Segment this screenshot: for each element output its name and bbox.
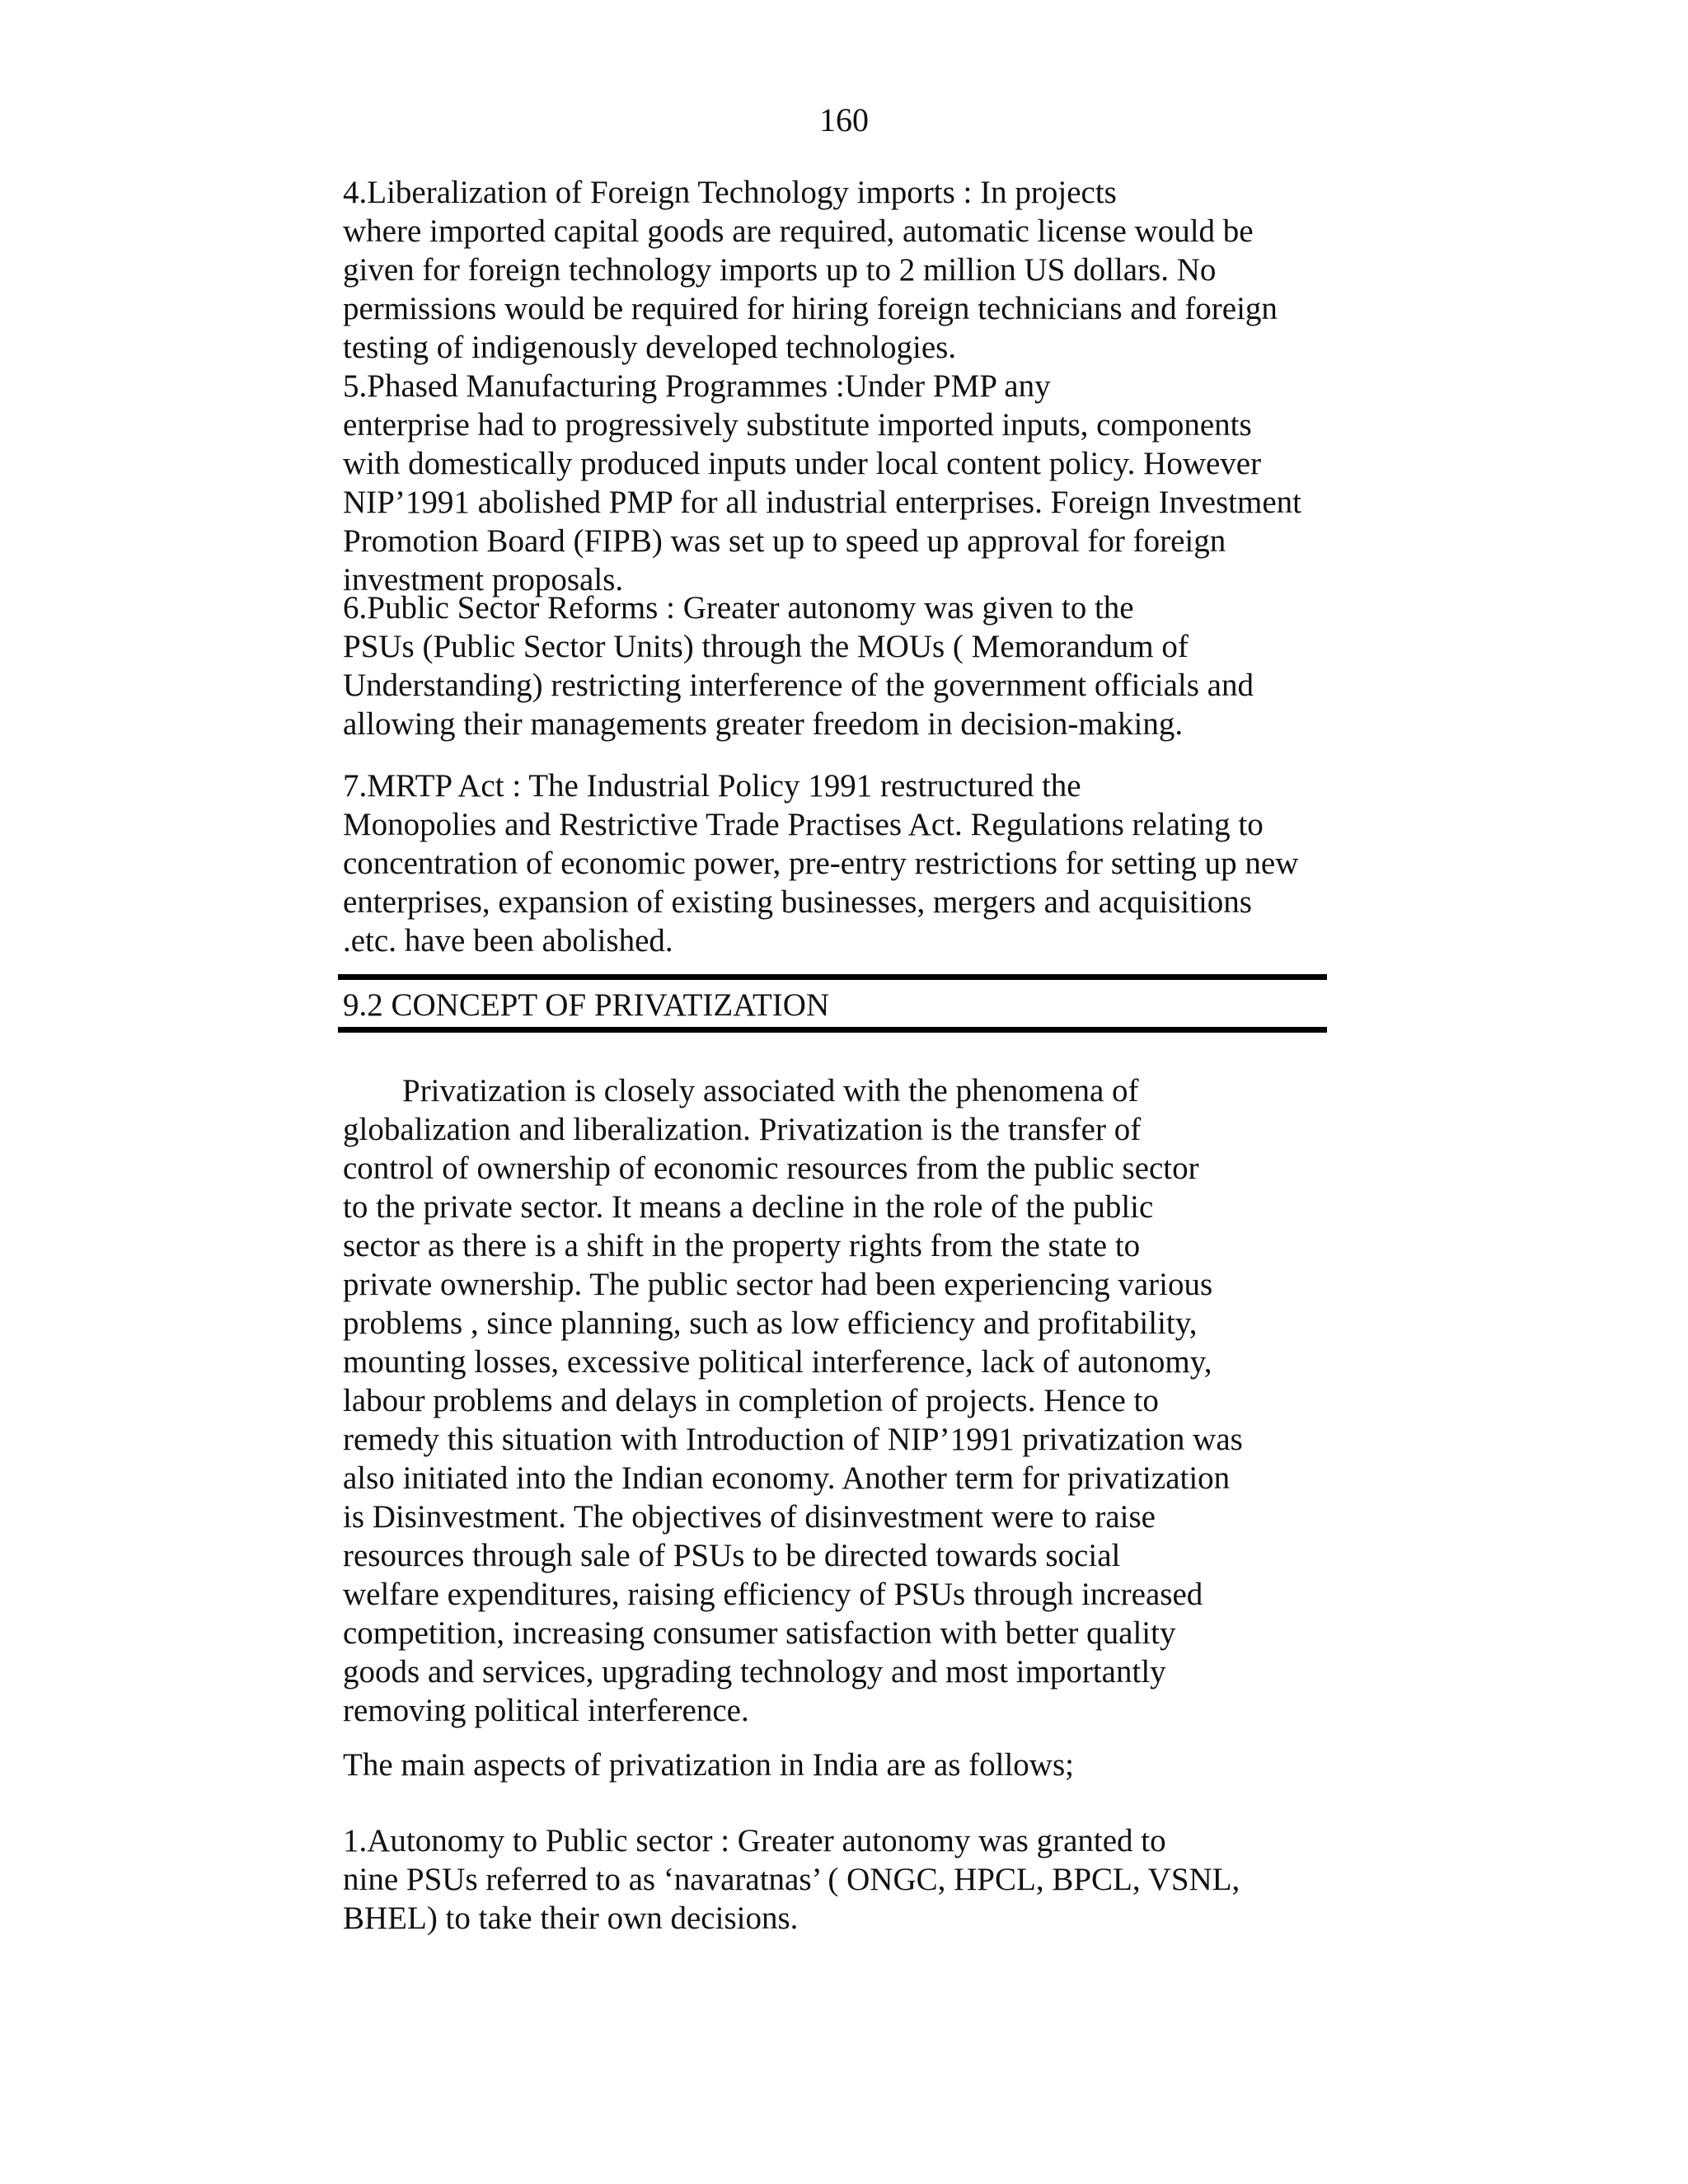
text-line: 6.Public Sector Reforms : Greater autonomy was given to the [343,590,1134,626]
text-line: problems , since planning, such as low efficiency and profitability, [343,1305,1198,1341]
text-line: mounting losses, excessive political interference, lack of autonomy, [343,1344,1212,1380]
text-line: permissions would be required for hiring foreign technicians and foreign [343,291,1278,326]
section-rule-top [338,974,1327,980]
aspect-1-paragraph [343,1821,1381,1938]
aspects-intro [343,1746,1381,1784]
text-line: resources through sale of PSUs to be directed towards social [343,1538,1121,1573]
text-line: enterprise had to progressively substitute imported inputs, components [343,407,1252,443]
text-line: Privatization is closely associated with the phenomena of [402,1073,1139,1108]
text-line: competition, increasing consumer satisfaction with better quality [343,1615,1176,1651]
text-line: also initiated into the Indian economy. Another term for privatization [343,1460,1231,1496]
privatization-paragraph [343,1071,1381,1730]
text-line: globalization and liberalization. Privatization is the transfer of [343,1112,1142,1147]
text-line: 1.Autonomy to Public sector : Greater autonomy was granted to [343,1823,1166,1858]
point-4-paragraph [343,173,1381,367]
text-line: private ownership. The public sector had been experiencing various [343,1267,1213,1302]
text-line: goods and services, upgrading technology and most importantly [343,1654,1166,1690]
text-line: control of ownership of economic resources from the public sector [343,1151,1199,1186]
text-line: PSUs (Public Sector Units) through the MOUs ( Memorandum of [343,629,1189,664]
text-line: with domestically produced inputs under local content policy. However [343,446,1262,481]
text-line: 7.MRTP Act : The Industrial Policy 1991 restructured the [343,768,1081,804]
page-number: 160 [819,101,869,138]
text-line: to the private sector. It means a decline in the role of the public [343,1189,1154,1225]
section-rule-bottom [338,1027,1327,1033]
text-line: Monopolies and Restrictive Trade Practises Act. Regulations relating to [343,807,1264,842]
text-line: 5.Phased Manufacturing Programmes :Under PMP any [343,368,1051,404]
text-line: Understanding) restricting interference of the government officials and [343,668,1254,703]
text-line: concentration of economic power, pre-entry restrictions for setting up new [343,846,1299,881]
text-line: welfare expenditures, raising efficiency of PSUs through increased [343,1577,1203,1612]
section-heading: 9.2 CONCEPT OF PRIVATIZATION [343,987,830,1023]
text-line: given for foreign technology imports up to 2 million US dollars. No [343,252,1217,288]
text-line: 4.Liberalization of Foreign Technology imports : In projects [343,175,1117,210]
text-line: allowing their managements greater freedom in decision-making. [343,706,1184,742]
point-7-paragraph [343,766,1381,960]
text-line: removing political interference. [343,1693,749,1728]
text-line: is Disinvestment. The objectives of disinvestment were to raise [343,1499,1156,1535]
text-line: Promotion Board (FIPB) was set up to speed up approval for foreign [343,523,1226,559]
point-6-paragraph [343,588,1381,743]
text-line: testing of indigenously developed technologies. [343,330,957,365]
text-line: BHEL) to take their own decisions. [343,1900,799,1936]
text-line: where imported capital goods are required, automatic license would be [343,213,1254,249]
text-line: The main aspects of privatization in India are as follows; [343,1747,1074,1783]
text-line: enterprises, expansion of existing businesses, mergers and acquisitions [343,884,1252,920]
text-line: labour problems and delays in completion of projects. Hence to [343,1383,1159,1418]
text-line: nine PSUs referred to as ‘navaratnas’ ( ONGC, HPCL, BPCL, VSNL, [343,1862,1240,1897]
text-line: investment proposals. [343,562,624,598]
text-line: NIP’1991 abolished PMP for all industrial enterprises. Foreign Investment [343,485,1301,520]
point-5-paragraph [343,367,1381,599]
text-line: .etc. have been abolished. [343,923,673,958]
text-line: remedy this situation with Introduction of NIP’1991 privatization was [343,1422,1243,1457]
text-line: sector as there is a shift in the property rights from the state to [343,1228,1141,1263]
